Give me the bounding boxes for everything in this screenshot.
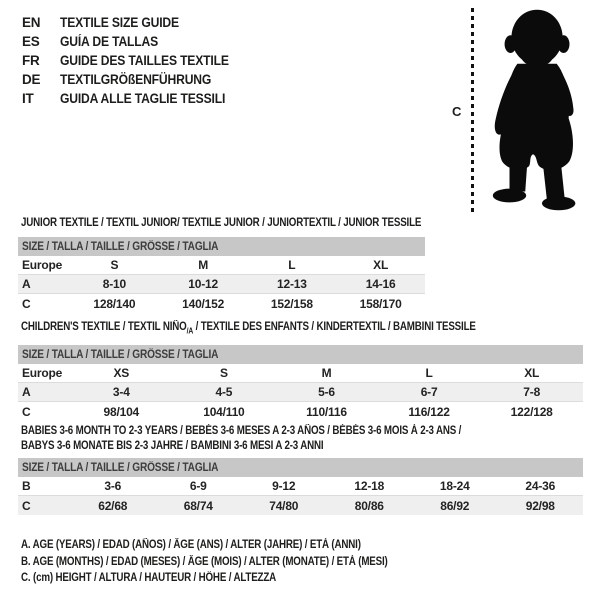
table-cell: L xyxy=(288,258,296,272)
table-row-height xyxy=(18,496,583,515)
table-cell: 128/140 xyxy=(93,296,136,311)
table-cell: M xyxy=(321,366,332,381)
section-childrens-textile xyxy=(18,321,583,421)
table-cell: 98/104 xyxy=(103,404,140,419)
guide-title-en: TEXTILE SIZE GUIDE xyxy=(60,15,179,30)
junior-table-title: JUNIOR TEXTILE / TEXTIL JUNIOR/ TEXTILE JUNIOR / JUNIORTEXTIL / JUNIOR TESSILE xyxy=(21,217,422,229)
table-cell: 12-13 xyxy=(277,277,307,291)
table-cell: 152/158 xyxy=(270,296,313,311)
language-row-fr xyxy=(22,51,248,70)
size-header-label: SIZE / TALLA / TAILLE / GRÖSSE / TAGLIA xyxy=(22,240,219,253)
footnote-age-years: A. AGE (YEARS) / EDAD (AÑOS) / ÂGE (ANS) / ALTER (JAHRE) / ETÀ (ANNI) xyxy=(21,539,361,551)
babies-table-title xyxy=(21,424,499,454)
table-row-age-months xyxy=(18,477,583,496)
table-row-age xyxy=(18,383,583,402)
language-code: FR xyxy=(22,53,40,68)
table-cell: XL xyxy=(524,366,540,381)
children-table-title xyxy=(21,321,499,337)
table-row-europe xyxy=(18,364,583,383)
size-header-label: SIZE / TALLA / TAILLE / GRÖSSE / TAGLIA xyxy=(22,461,219,474)
size-header-bar xyxy=(18,458,583,477)
table-cell: 140/152 xyxy=(182,296,225,311)
guide-title-de: TEXTILGRÖßENFÜHRUNG xyxy=(60,72,212,87)
table-cell: 8-10 xyxy=(102,277,126,291)
row-label: A xyxy=(22,277,31,291)
row-label: Europe xyxy=(22,366,63,381)
table-cell: S xyxy=(219,366,228,381)
table-cell: 14-16 xyxy=(365,277,396,291)
table-cell: 122/128 xyxy=(510,404,553,419)
table-cell: 158/170 xyxy=(359,296,402,311)
row-label: C xyxy=(22,404,31,419)
guide-title-it: GUIDA ALLE TAGLIE TESSILI xyxy=(60,91,226,106)
size-header-bar xyxy=(18,345,583,364)
section-babies-textile xyxy=(18,424,583,515)
row-label: C xyxy=(22,296,31,311)
table-cell: 104/110 xyxy=(203,404,245,419)
row-label: Europe xyxy=(22,258,63,272)
row-label: B xyxy=(22,479,31,493)
table-row-age xyxy=(18,275,425,294)
children-title-subscript: /A xyxy=(186,326,194,336)
table-row-europe xyxy=(18,256,425,275)
table-cell: 3-6 xyxy=(104,479,122,493)
babies-title-line1: BABIES 3-6 MONTH TO 2-3 YEARS / BEBÉS 3-6 MESES A 2-3 AÑOS / BÉBÉS 3-6 MOIS À 2-3 ANS / xyxy=(21,425,462,437)
table-row-height xyxy=(18,294,425,313)
baby-silhouette-icon xyxy=(480,6,598,214)
footnotes xyxy=(18,537,578,587)
language-code: DE xyxy=(22,72,41,87)
children-title-prefix: CHILDREN'S TEXTILE / TEXTIL NIÑO xyxy=(21,321,187,333)
table-cell: 74/80 xyxy=(269,498,299,513)
language-row-en xyxy=(22,13,248,32)
table-cell: 5-6 xyxy=(318,385,335,400)
language-row-de xyxy=(22,70,248,89)
language-row-it xyxy=(22,89,248,108)
table-cell: XS xyxy=(113,366,130,381)
guide-title-es: GUÍA DE TALLAS xyxy=(60,34,159,49)
table-cell: L xyxy=(425,366,433,381)
table-cell: XL xyxy=(373,258,389,272)
table-cell: 80/86 xyxy=(354,498,384,513)
table-cell: 110/116 xyxy=(306,404,347,419)
children-title-suffix: / TEXTILE DES ENFANTS / KINDERTEXTIL / BAMBINI TESSILE xyxy=(193,321,476,333)
table-cell: 18-24 xyxy=(439,479,470,493)
height-measure-line xyxy=(471,8,474,212)
table-cell: 68/74 xyxy=(183,498,213,513)
footnote-height: C. (cm) HEIGHT / ALTURA / HAUTEUR / HÖHE / ALTEZZA xyxy=(21,572,277,584)
language-row-es xyxy=(22,32,248,51)
size-header-label: SIZE / TALLA / TAILLE / GRÖSSE / TAGLIA xyxy=(22,348,219,361)
row-label: A xyxy=(22,385,31,400)
table-cell: 6-9 xyxy=(189,479,207,493)
table-cell: 92/98 xyxy=(525,498,555,513)
table-cell: 9-12 xyxy=(272,479,296,493)
guide-title-fr: GUIDE DES TAILLES TEXTILE xyxy=(60,53,229,68)
footnote-age-months: B. AGE (MONTHS) / EDAD (MESES) / ÂGE (MOIS) / ALTER (MONATE) / ETÀ (MESI) xyxy=(21,555,388,568)
table-cell: 7-8 xyxy=(523,385,541,400)
table-cell: 12-18 xyxy=(354,479,385,493)
table-cell: 86/92 xyxy=(440,498,470,513)
table-cell: 3-4 xyxy=(112,385,130,400)
table-cell: 4-5 xyxy=(215,385,233,400)
table-cell: 6-7 xyxy=(420,385,438,400)
language-code: ES xyxy=(22,34,40,49)
table-cell: 24-36 xyxy=(525,479,556,493)
table-cell: S xyxy=(110,258,119,272)
table-cell: 10-12 xyxy=(188,277,218,291)
table-row-height xyxy=(18,402,583,421)
table-cell: 116/122 xyxy=(408,404,450,419)
height-measure-label: C xyxy=(452,104,462,119)
language-title-list xyxy=(22,13,248,108)
language-code: EN xyxy=(22,15,41,30)
language-code: IT xyxy=(22,91,34,106)
table-cell: 62/68 xyxy=(98,498,128,513)
babies-title-line2: BABYS 3-6 MONATE BIS 2-3 JAHRE / BAMBINI 3-6 MESI A 2-3 ANNI xyxy=(21,440,324,452)
row-label: C xyxy=(22,498,31,513)
section-junior-textile xyxy=(18,217,425,313)
table-cell: M xyxy=(198,258,209,272)
size-header-bar xyxy=(18,237,425,256)
